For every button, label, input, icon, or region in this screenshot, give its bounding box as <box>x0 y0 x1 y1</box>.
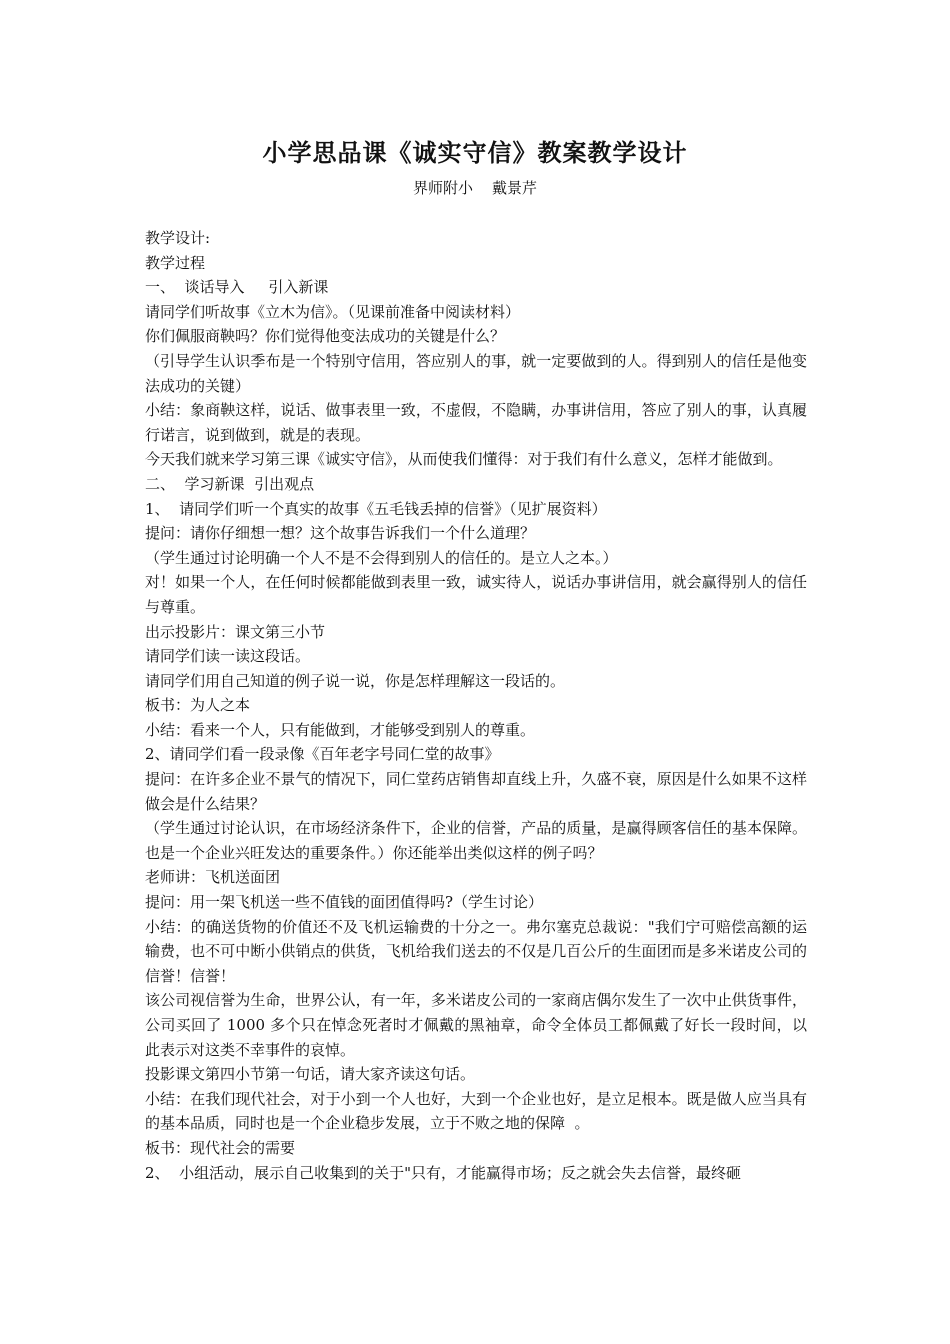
paragraph: 2、 小组活动，展示自己收集到的关于"只有，才能赢得市场；反之就会失去信誉，最终砸 <box>145 1163 741 1182</box>
paragraph: （学生通过讨论认识，在市场经济条件下，企业的信誉，产品的质量，是赢得顾客信任的基本保障。也是一个企业兴旺发达的重要条件。）你还能举出类似这样的例子吗？ <box>145 819 807 862</box>
paragraph: 老师讲：飞机送面团 <box>145 868 281 887</box>
paragraph: 板书：现代社会的需要 <box>145 1138 296 1157</box>
paragraph: 一、 谈话导入 引入新课 <box>145 278 329 297</box>
paragraph: 2、请同学们看一段录像《百年老字号同仁堂的故事》 <box>145 745 500 764</box>
document-title: 小学思品课《诚实守信》教案教学设计 <box>262 138 688 167</box>
document-author: 界师附小 戴景芹 <box>412 179 538 197</box>
paragraph: 该公司视信誉为生命，世界公认，有一年，多米诺皮公司的一家商店偶尔发生了一次中止供货事件，公司买回了 1000 多个只在悼念死者时才佩戴的黑袖章，命令全体员工都佩戴了好长一段时间，以此表示对这类不幸事件的哀悼。 <box>145 991 807 1059</box>
paragraph: 教学设计: <box>145 229 211 247</box>
paragraph: 小结：的确送货物的价值还不及飞机运输费的十分之一。弗尔塞克总裁说："我们宁可赔偿高额的运输费，也不可中断小供销点的供货，飞机给我们送去的不仅是几百公斤的生面团而是多米诺皮公司的信誉！信誉！ <box>145 917 807 985</box>
paragraph: 今天我们就来学习第三课《诚实守信》，从而使我们懂得：对于我们有什么意义，怎样才能做到。 <box>145 450 783 469</box>
paragraph: 二、 学习新课 引出观点 <box>145 474 315 493</box>
paragraph: 提问：用一架飞机送一些不值钱的面团值得吗?（学生讨论） <box>145 893 544 912</box>
paragraph: 请同学们读一读这段话。 <box>145 647 311 666</box>
paragraph: 请同学们听故事《立木为信》。（见课前准备中阅读材料） <box>145 302 521 321</box>
paragraph: 板书：为人之本 <box>145 696 251 715</box>
paragraph: （学生通过讨论明确一个人不是不会得到别人的信任的。是立人之本。） <box>145 548 618 567</box>
paragraph: 对！如果一个人，在任何时候都能做到表里一致，诚实待人，说话办事讲信用，就会赢得别人的信任与尊重。 <box>145 573 807 616</box>
paragraph: （引导学生认识季布是一个特别守信用，答应别人的事，就一定要做到的人。得到别人的信任是他变法成功的关键） <box>145 351 807 395</box>
paragraph: 请同学们用自己知道的例子说一说，你是怎样理解这一段话的。 <box>145 671 566 690</box>
paragraph: 小结：在我们现代社会，对于小到一个人也好，大到一个企业也好，是立足根本。既是做人应当具有的基本品质，同时也是一个企业稳步发展，立于不败之地的保障 。 <box>145 1089 807 1133</box>
paragraph: 你们佩服商鞅吗？你们觉得他变法成功的关键是什么？ <box>145 327 506 346</box>
paragraph: 小结：象商鞅这样，说话、做事表里一致，不虚假，不隐瞒，办事讲信用，答应了别人的事，认真履行诺言，说到做到，就是的表现。 <box>145 401 807 444</box>
paragraph: 小结：看来一个人，只有能做到，才能够受到别人的尊重。 <box>145 720 536 739</box>
paragraph: 投影课文第四小节第一句话，请大家齐读这句话。 <box>145 1065 476 1084</box>
paragraph: 1、 请同学们听一个真实的故事《五毛钱丢掉的信誉》（见扩展资料） <box>145 499 607 518</box>
paragraph: 教学过程 <box>145 253 206 272</box>
paragraph: 提问：请你仔细想一想？这个故事告诉我们一个什么道理？ <box>145 524 536 543</box>
document-body <box>145 226 807 1185</box>
paragraph: 提问：在许多企业不景气的情况下，同仁堂药店销售却直线上升，久盛不衰，原因是什么如果不这样做会是什么结果？ <box>145 770 807 813</box>
paragraph: 出示投影片：课文第三小节 <box>145 622 326 641</box>
